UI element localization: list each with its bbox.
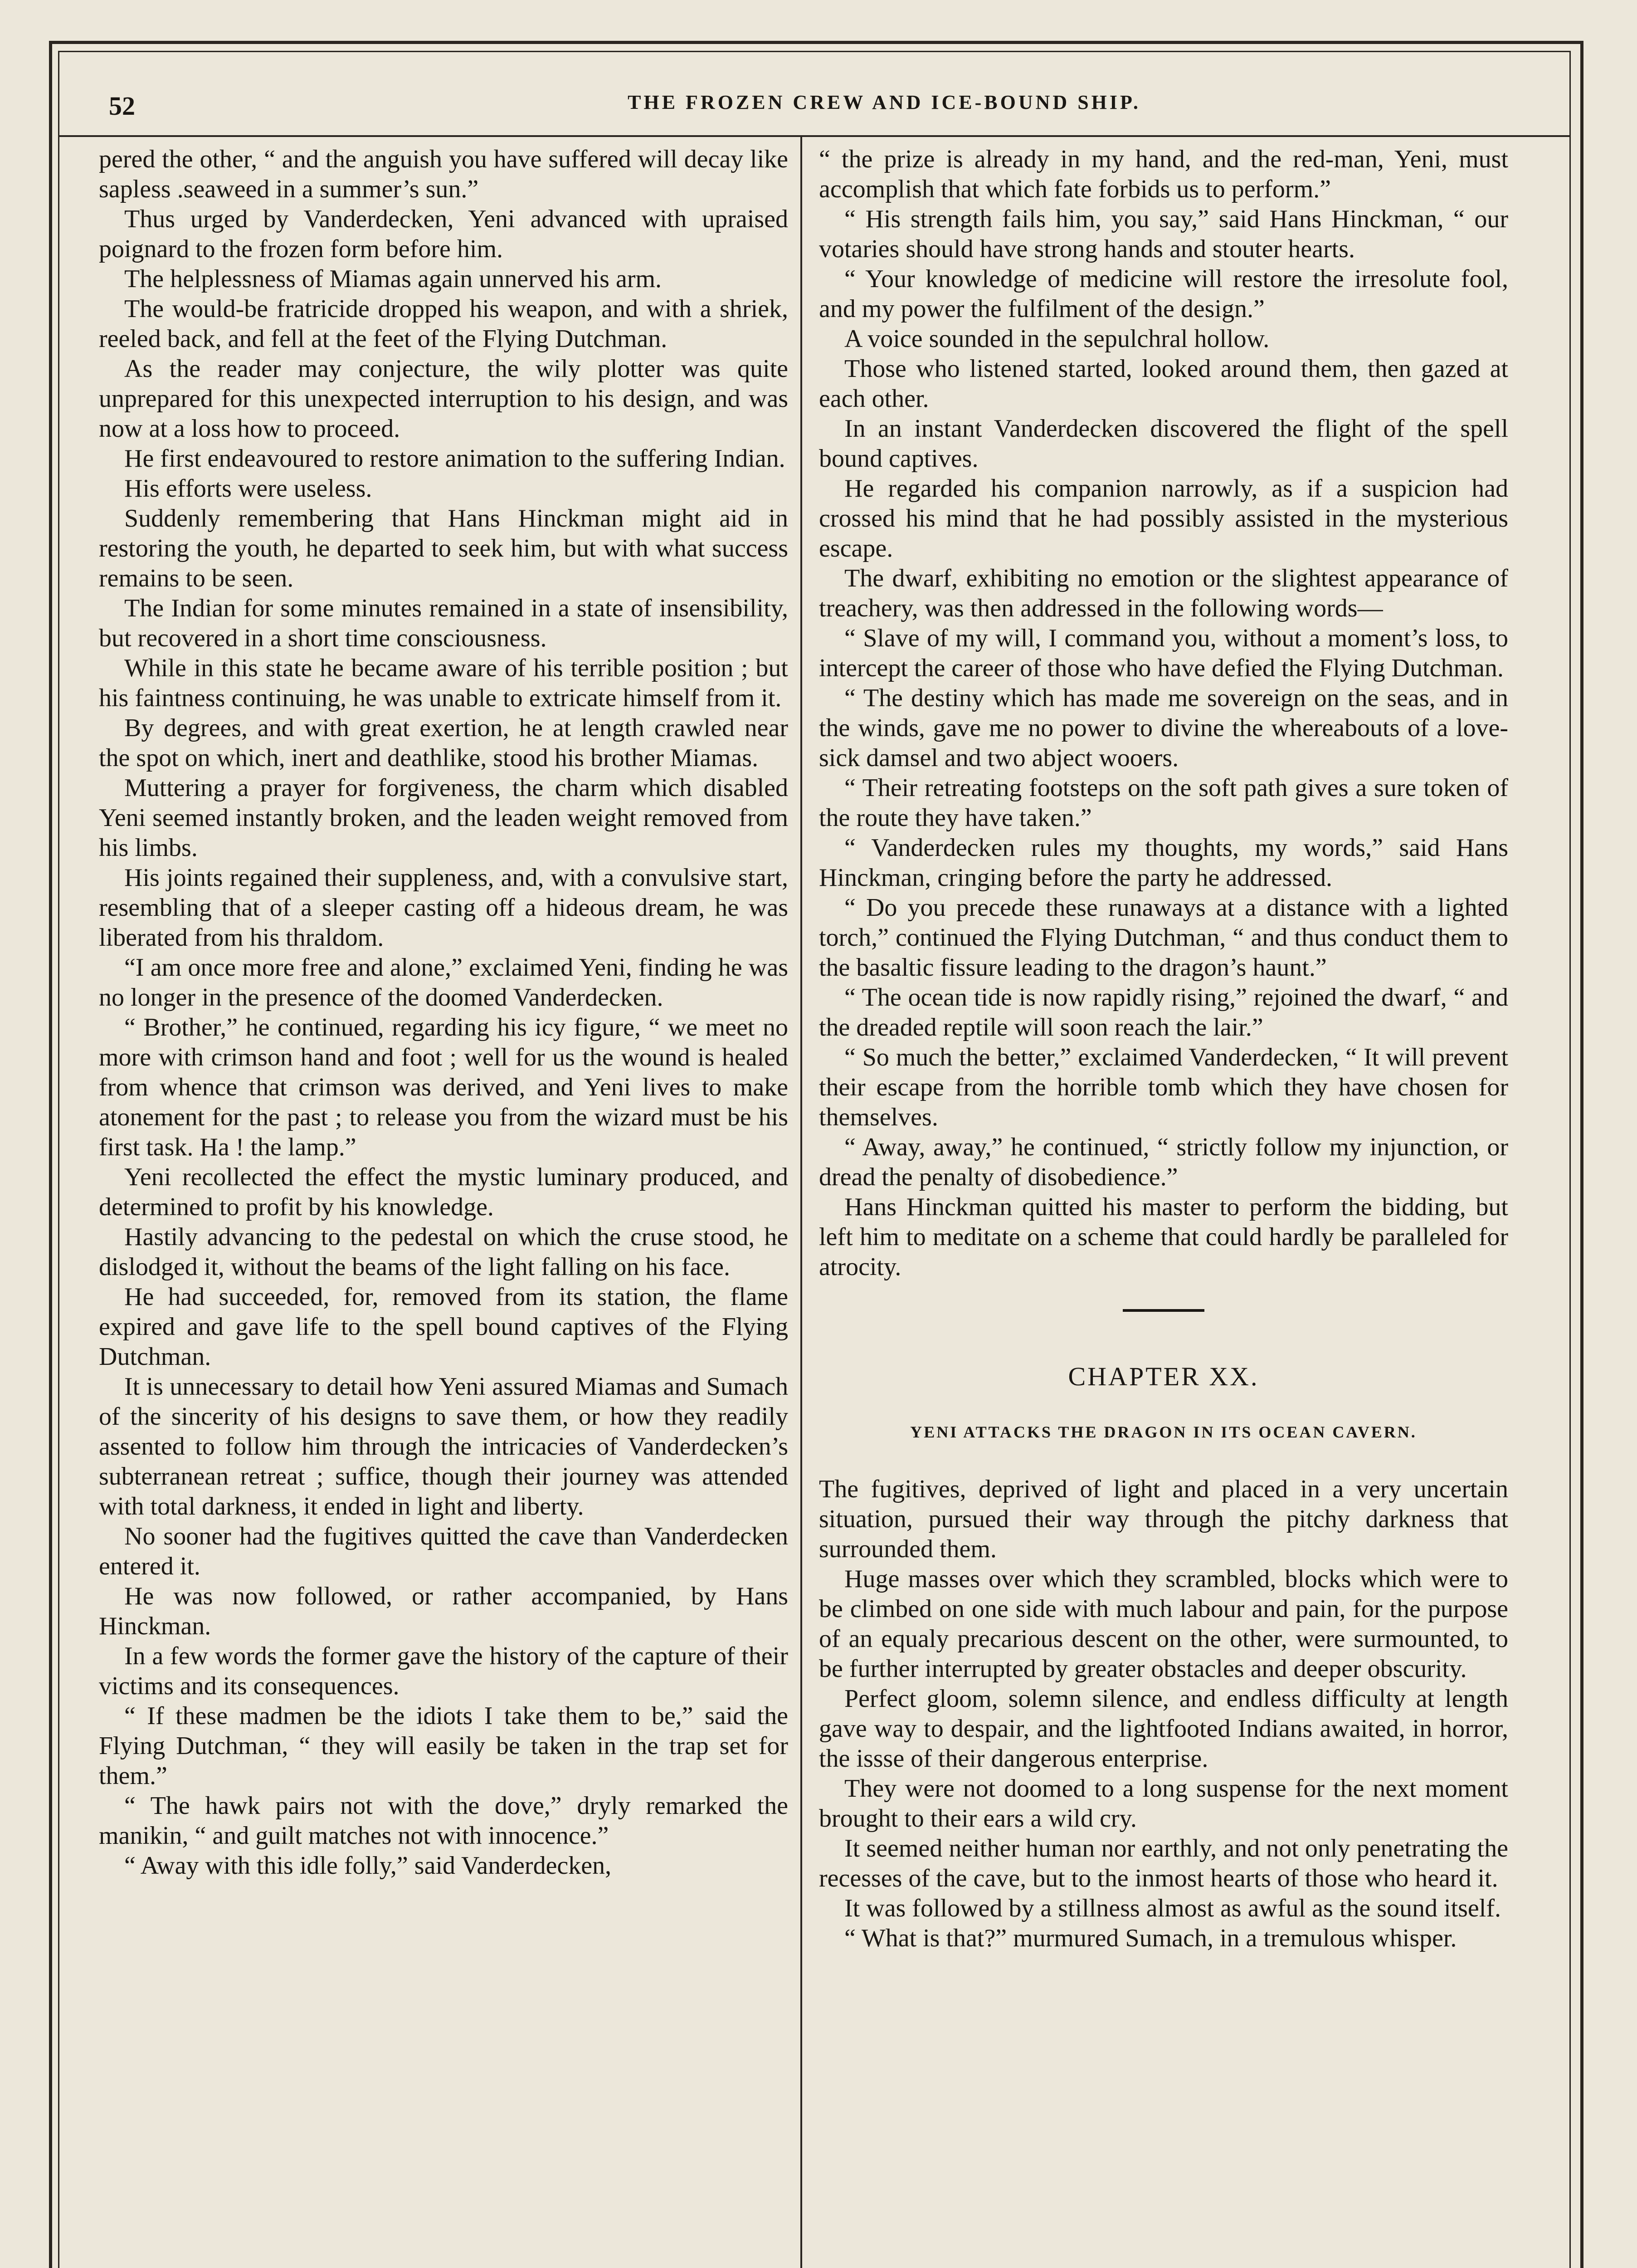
paragraph: It is unnecessary to detail how Yeni assured Miamas and Sumach of the sincerity of his designs to save them, or how they readily assented to follow him through the intricacies of Vanderdecken’s subterranean retreat ; suffice, though their journey was attended with total darkness, it ended in light and liberty. [99, 1373, 788, 1520]
paragraph: He had succeeded, for, removed from its station, the flame expired and gave life to the spell bound captives of the Flying Dutchman. [99, 1283, 788, 1371]
paragraph: It was followed by a stillness almost as awful as the sound itself. [844, 1894, 1501, 1922]
paragraph: He was now followed, or rather accompanied, by Hans Hinckman. [99, 1582, 788, 1640]
running-head: THE FROZEN CREW AND ICE-BOUND SHIP. [628, 91, 1141, 113]
paragraph: While in this state he became aware of his terrible position ; but his faintness continuing, he was unable to extricate himself from it. [99, 654, 788, 712]
page-number: 52 [109, 91, 135, 121]
paragraph: pered the other, “ and the anguish you have suffered will decay like sapless .seaweed in a summer’s sun.” [99, 145, 788, 203]
paragraph: Hans Hinckman quitted his master to perform the bidding, but left him to meditate on a scheme that could hardly be paralleled for atrocity. [819, 1193, 1508, 1281]
paragraph: The fugitives, deprived of light and placed in a very uncertain situation, pursued their way through the pitchy darkness that surrounded them. [819, 1475, 1508, 1563]
paragraph: No sooner had the fugitives quitted the cave than Vanderdecken entered it. [99, 1522, 788, 1580]
chapter-separator-rule [1123, 1309, 1204, 1312]
paragraph: “ Your knowledge of medicine will restore the irresolute fool, and my power the fulfilment of the design.” [819, 265, 1508, 323]
paragraph: “ What is that?” murmured Sumach, in a tremulous whisper. [844, 1924, 1457, 1952]
right-column [819, 144, 1508, 1953]
paragraph: “ Slave of my will, I command you, without a moment’s loss, to intercept the career of those who have defied the Flying Dutchman. [819, 624, 1508, 682]
paragraph: Hastily advancing to the pedestal on which the cruse stood, he dislodged it, without the beams of the light falling on his face. [99, 1223, 788, 1281]
paragraph: His joints regained their suppleness, and, with a convulsive start, resembling that of a sleeper casting off a hideous dream, he was liberated from his thraldom. [99, 864, 788, 952]
paragraph: The dwarf, exhibiting no emotion or the slightest appearance of treachery, was then addressed in the following words— [819, 564, 1508, 622]
paragraph: “ The destiny which has made me sovereign on the seas, and in the winds, gave me no power to divine the whereabouts of a love-sick damsel and two abject wooers. [819, 684, 1508, 772]
paragraph: Perfect gloom, solemn silence, and endless difficulty at length gave way to despair, and the lightfooted Indians awaited, in horror, the issse of their dangerous enterprise. [819, 1685, 1508, 1773]
paragraph: “ The hawk pairs not with the dove,” dryly remarked the manikin, “ and guilt matches not with innocence.” [99, 1792, 788, 1850]
paragraph: “I am once more free and alone,” exclaimed Yeni, finding he was no longer in the presence of the doomed Vanderdecken. [99, 953, 788, 1012]
paragraph: “ If these madmen be the idiots I take them to be,” said the Flying Dutchman, “ they will easily be taken in the trap set for them.” [99, 1702, 788, 1790]
paragraph: “ Their retreating footsteps on the soft path gives a sure token of the route they have taken.” [819, 774, 1508, 832]
paragraph: Huge masses over which they scrambled, blocks which were to be climbed on one side with much labour and pain, for the purpose of an equaly precarious descent on the other, were surmounted, to be further interrupted by greater obstacles and deeper obscurity. [819, 1565, 1508, 1683]
paragraph: Suddenly remembering that Hans Hinckman might aid in restoring the youth, he departed to seek him, but with what success remains to be seen. [99, 504, 788, 592]
paragraph: In a few words the former gave the history of the capture of their victims and its consequences. [99, 1642, 788, 1700]
paragraph: “ Brother,” he continued, regarding his icy figure, “ we meet no more with crimson hand and foot ; well for us the wound is healed from whence that crimson was derived, and Yeni lives to make atonement for the past ; to release you from the wizard must be his first task. Ha ! the lamp.” [99, 1013, 788, 1161]
chapter-title: CHAPTER XX. [1068, 1362, 1259, 1391]
paragraph: “ So much the better,” exclaimed Vanderdecken, “ It will prevent their escape from the horrible tomb which they have chosen for themselves. [819, 1043, 1508, 1131]
paragraph: Thus urged by Vanderdecken, Yeni advanced with upraised poignard to the frozen form before him. [99, 205, 788, 263]
paragraph: “ His strength fails him, you say,” said Hans Hinckman, “ our votaries should have strong hands and stouter hearts. [819, 205, 1508, 263]
paragraph: His efforts were useless. [124, 474, 372, 503]
paragraph: It seemed neither human nor earthly, and not only penetrating the recesses of the cave, but to the inmost hearts of those who heard it. [819, 1834, 1508, 1892]
paragraph: In an instant Vanderdecken discovered the flight of the spell bound captives. [819, 415, 1508, 473]
paragraph: Yeni recollected the effect the mystic luminary produced, and determined to profit by his knowledge. [99, 1163, 788, 1221]
paragraph: “ Away with this idle folly,” said Vanderdecken, [124, 1852, 612, 1880]
paragraph: He regarded his companion narrowly, as if a suspicion had crossed his mind that he had possibly assisted in the mysterious escape. [819, 474, 1508, 562]
left-column [99, 144, 788, 1881]
paragraph: As the reader may conjecture, the wily plotter was quite unprepared for this unexpected interruption to his design, and was now at a loss how to proceed. [99, 355, 788, 443]
paragraph: “ Do you precede these runaways at a distance with a lighted torch,” continued the Flying Dutchman, “ and thus conduct them to the basaltic fissure leading to the dragon’s haunt.” [819, 894, 1508, 982]
paragraph: He first endeavoured to restore animation to the suffering Indian. [124, 445, 785, 473]
paragraph: By degrees, and with great exertion, he at length crawled near the spot on which, inert and deathlike, stood his brother Miamas. [99, 714, 788, 772]
paragraph: “ the prize is already in my hand, and the red-man, Yeni, must accomplish that which fate forbids us to perform.” [819, 145, 1508, 203]
paragraph: The helplessness of Miamas again unnerved his arm. [124, 265, 662, 293]
paragraph: A voice sounded in the sepulchral hollow. [844, 325, 1270, 353]
paragraph: “ The ocean tide is now rapidly rising,” rejoined the dwarf, “ and the dreaded reptile will soon reach the lair.” [819, 983, 1508, 1041]
paragraph: The Indian for some minutes remained in a state of insensibility, but recovered in a short time consciousness. [99, 594, 788, 652]
paragraph: “ Away, away,” he continued, “ strictly follow my injunction, or dread the penalty of disobedience.” [819, 1133, 1508, 1191]
paragraph: Those who listened started, looked around them, then gazed at each other. [819, 355, 1508, 413]
column-divider [800, 135, 802, 2268]
header-rule [58, 135, 1571, 137]
chapter-subtitle: YENI ATTACKS THE DRAGON IN ITS OCEAN CAVERN. [910, 1423, 1417, 1441]
paragraph: Muttering a prayer for forgiveness, the charm which disabled Yeni seemed instantly broken, and the leaden weight removed from his limbs. [99, 774, 788, 862]
paragraph: “ Vanderdecken rules my thoughts, my words,” said Hans Hinckman, cringing before the party he addressed. [819, 834, 1508, 892]
paragraph: They were not doomed to a long suspense for the next moment brought to their ears a wild cry. [819, 1774, 1508, 1833]
paragraph: The would-be fratricide dropped his weapon, and with a shriek, reeled back, and fell at the feet of the Flying Dutchman. [99, 295, 788, 353]
